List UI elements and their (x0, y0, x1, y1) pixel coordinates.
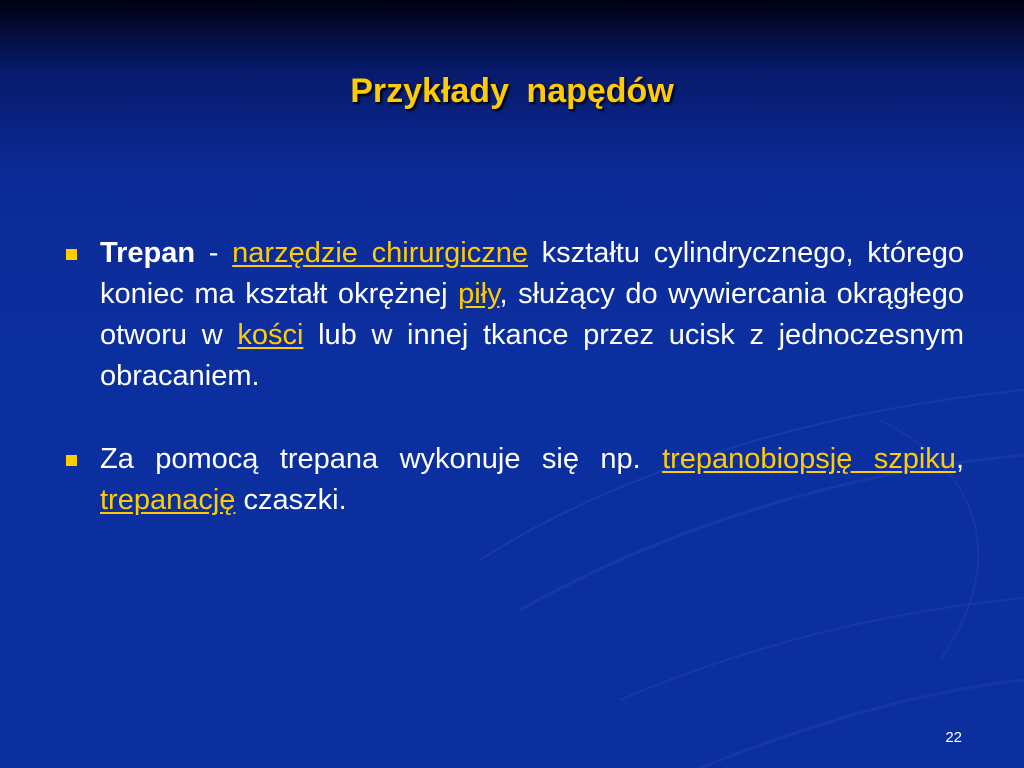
term-trepan: Trepan (100, 237, 196, 269)
link-bone[interactable]: kości (237, 319, 304, 351)
link-trepanation[interactable]: trepanację (100, 484, 236, 516)
bullet-text: Za pomocą trepana wykonuje się np. (100, 443, 663, 475)
bullet-text: , służący do wywiercania okrągłego otworu w (100, 278, 964, 351)
page-number: 22 (945, 729, 962, 746)
bullet-text: , (955, 443, 964, 475)
square-bullet-icon (66, 455, 77, 466)
slide-title: Przykłady napędów (350, 72, 674, 110)
bullet-item-trepan (60, 233, 964, 397)
link-saw[interactable]: piły (458, 278, 500, 310)
link-surgical-tool[interactable]: narzędzie chirurgiczne (232, 237, 528, 269)
bullet-text: czaszki. (235, 484, 347, 516)
bullet-text: lub w innej tkance przez ucisk z jednoczesnym obracaniem. (100, 319, 964, 392)
bullet-text-separator: - (195, 237, 233, 269)
square-bullet-icon (66, 249, 77, 260)
bullet-text: kształtu cylindrycznego, którego koniec ma kształt okrężnej (100, 237, 964, 310)
bullet-item-usage (60, 439, 964, 521)
link-bone-marrow-trephine-biopsy[interactable]: trepanobiopsję szpiku (662, 443, 956, 475)
slide-content (60, 233, 964, 563)
